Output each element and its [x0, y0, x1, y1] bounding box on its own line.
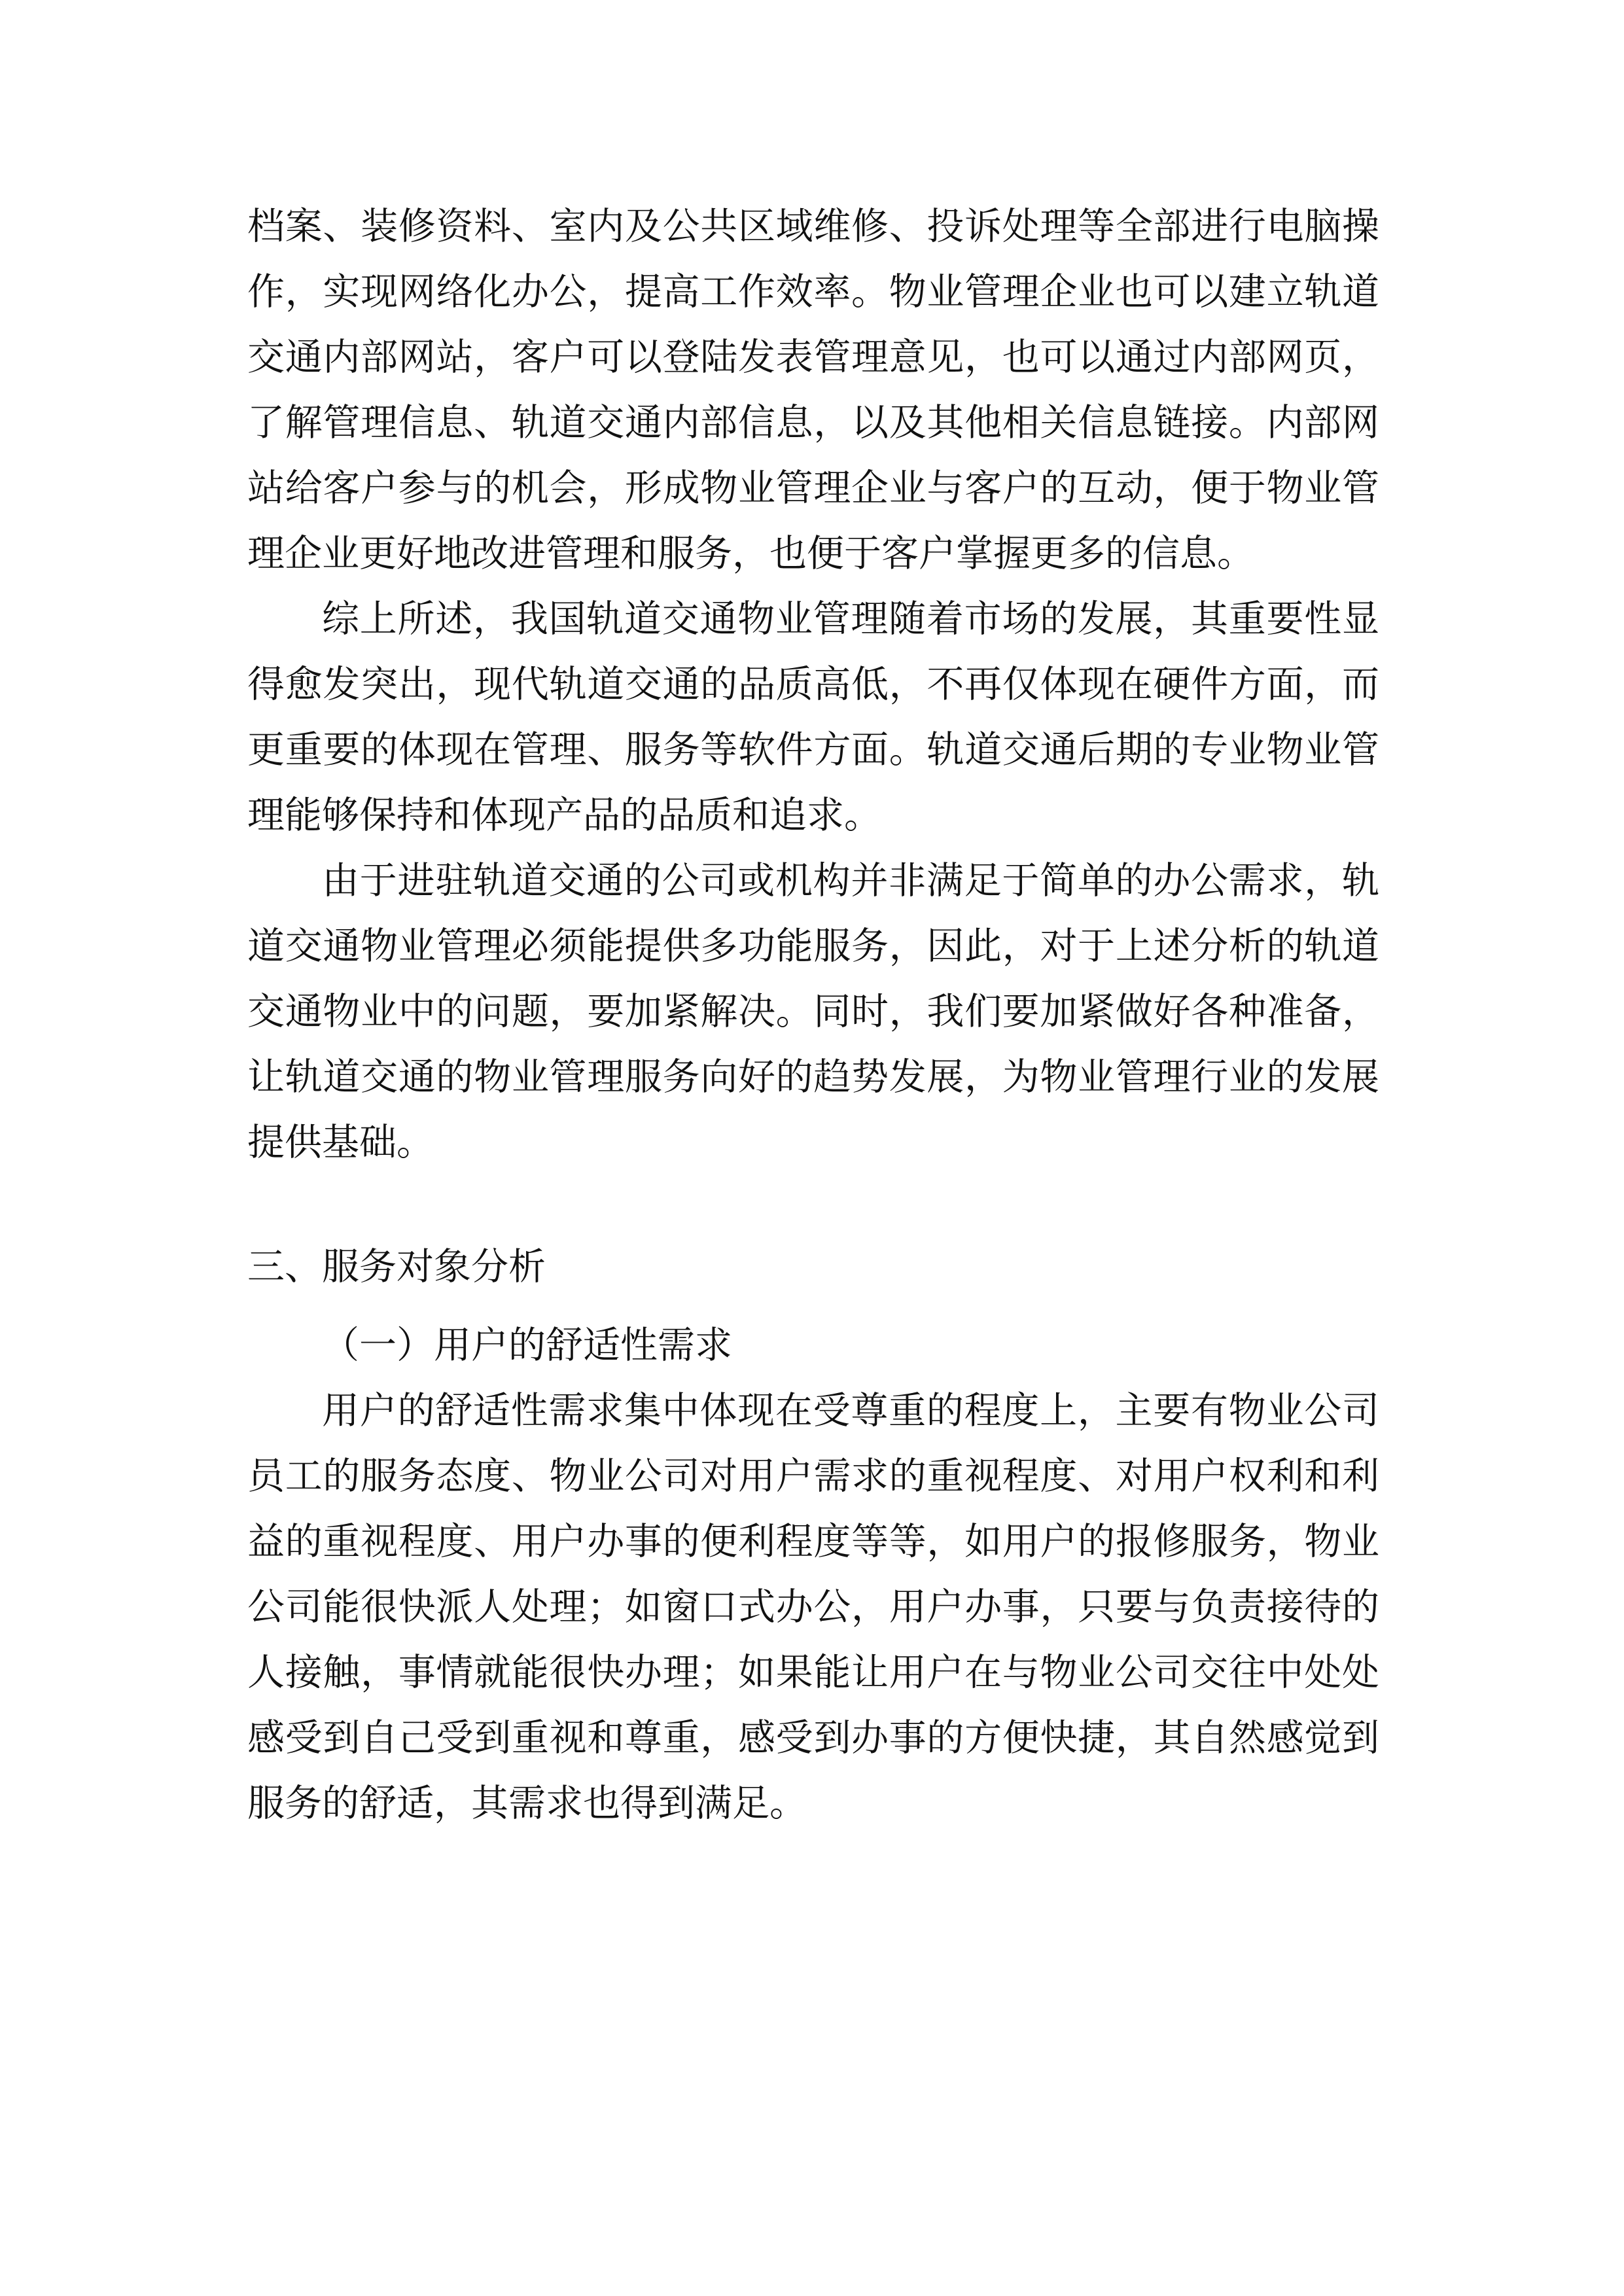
- paragraph-continued: 档案、装修资料、室内及公共区域维修、投诉处理等全部进行电脑操作，实现网络化办公，提高工作效率。物业管理企业也可以建立轨道交通内部网站，客户可以登陆发表管理意见，也可以通过内部网页，了解管理信息、轨道交通内部信息，以及其他相关信息链接。内部网站给客户参与的机会，形成物业管理企业与客户的互动，便于物业管理企业更好地改进管理和服务，也便于客户掌握更多的信息。: [247, 205, 1379, 575]
- subsection-heading: （一）用户的舒适性需求: [322, 1324, 732, 1367]
- paragraph-summary: 综上所述，我国轨道交通物业管理随着市场的发展，其重要性显得愈发突出，现代轨道交通的品质高低，不再仅体现在硬件方面，而更重要的体现在管理、服务等软件方面。轨道交通后期的专业物业管理能够保持和体现产品的品质和追求。: [247, 597, 1379, 837]
- paragraph-conclusion: 由于进驻轨道交通的公司或机构并非满足于简单的办公需求，轨道交通物业管理必须能提供多功能服务，因此，对于上述分析的轨道交通物业中的问题，要加紧解决。同时，我们要加紧做好各种准备，让轨道交通的物业管理服务向好的趋势发展，为物业管理行业的发展提供基础。: [247, 859, 1379, 1164]
- subsection-spacer: [247, 1299, 1379, 1313]
- section-heading: 三、服务对象分析: [247, 1245, 546, 1288]
- document-body: [247, 194, 1379, 1836]
- paragraph-comfort-needs: 用户的舒适性需求集中体现在受尊重的程度上，主要有物业公司员工的服务态度、物业公司对用户需求的重视程度、对用户权利和利益的重视程度、用户办事的便利程度等等，如用户的报修服务，物业公司能很快派人处理；如窗口式办公，用户办事，只要与负责接待的人接触，事情就能很快办理；如果能让用户在与物业公司交往中处处感受到自己受到重视和尊重，感受到办事的方便快捷，其自然感觉到服务的舒适，其需求也得到满足。: [247, 1389, 1379, 1825]
- section-spacer: [247, 1175, 1379, 1234]
